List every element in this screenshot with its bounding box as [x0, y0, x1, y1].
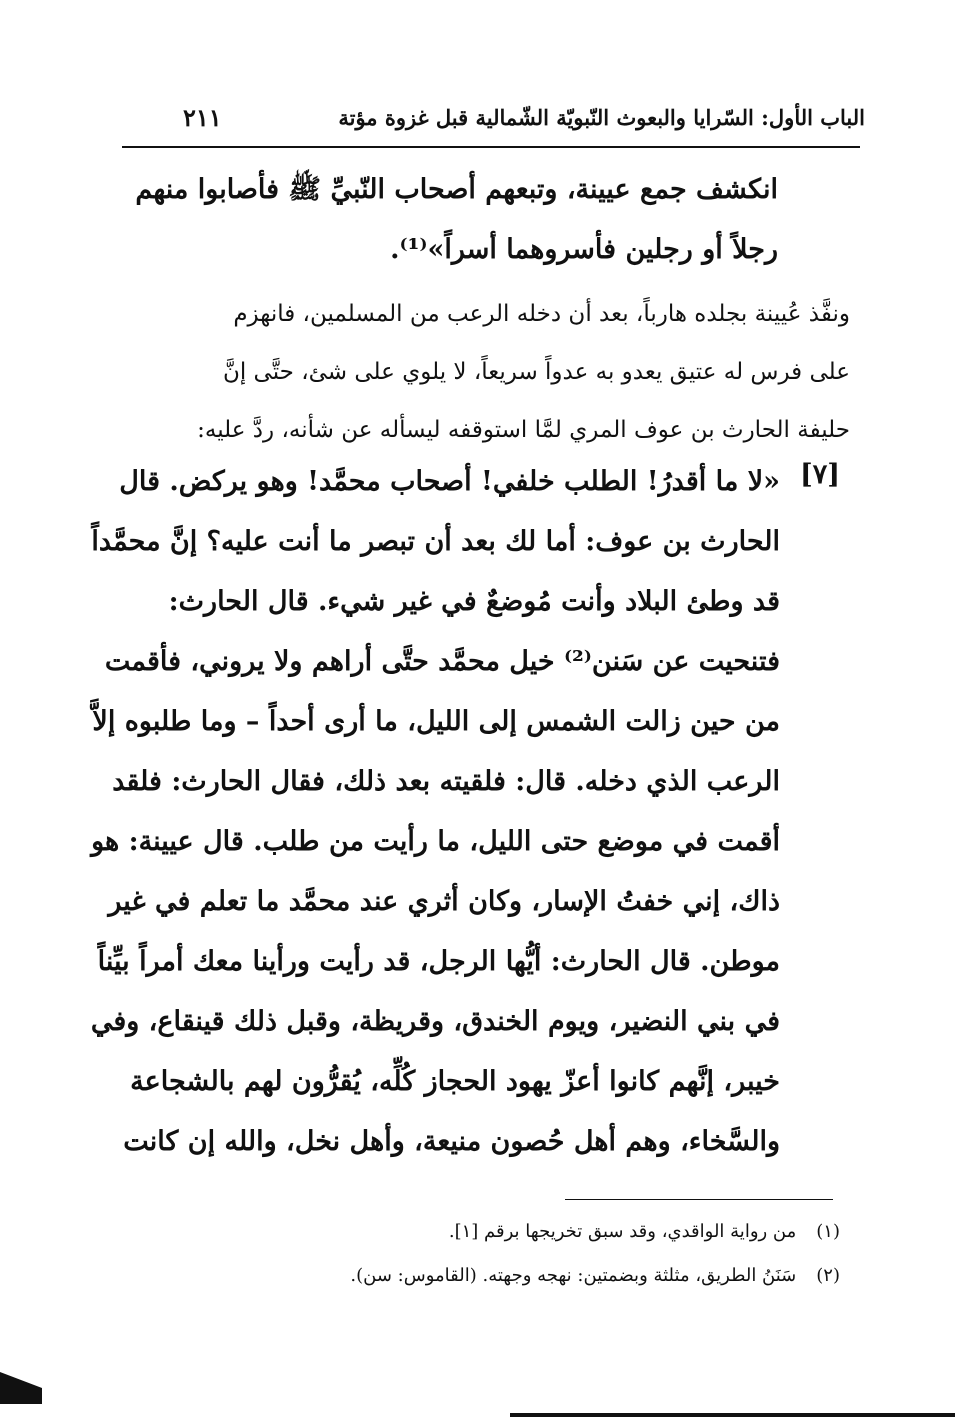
quote-line: في بني النضير، ويوم الخندق، وقريظة، وقبل ذلك قينقاع، وفي [90, 1006, 780, 1037]
quote-line: من حين زالت الشمس إلى الليل، ما أرى أحداً – وما طلبوه إلاَّ [92, 706, 780, 737]
text-line: انكشف جمع عيينة، وتبعهم أصحاب النّبيِّ ﷺ فأصابوا منهم [135, 174, 778, 205]
running-title: الباب الأول: السّرايا والبعوث النّبويّة الشّمالية قبل غزوة مؤتة [338, 104, 865, 130]
page-corner-mark [0, 1372, 42, 1404]
quote-line: ذاك، إني خفتُ الإسار، وكان أثري عند محمَّد ما تعلم في غير [108, 886, 780, 917]
quote-paragraph [90, 452, 780, 1172]
quote-line: الرعب الذي دخله. قال: فلقيته بعد ذلك، فقال الحارث: فلقد [112, 766, 780, 797]
quote-line: والسَّخاء، وهم أهل حُصون منيعة، وأهل نخل، والله إن كانت [123, 1126, 780, 1157]
quote-line: قد وطئ البلاد وأنت مُوضعٌ في غير شيء. قال الحارث: [168, 586, 780, 617]
footnote-rule [565, 1199, 833, 1200]
text-line: على فرس له عتيق يعدو به عدواً سريعاً، لا يلوي على شئ، حتَّى إنَّ [222, 359, 850, 385]
footnote-text: سَنَنُ الطريق، مثلثة وبضمتين: نهجه وجهته. (القاموس: سن). [350, 1265, 797, 1286]
section-marker: [٧] [800, 459, 841, 490]
footnotes [240, 1210, 840, 1298]
quote-line: «لا ما أقدرُ! الطلب خلفي! أصحاب محمَّد! وهو يركض. قال [119, 466, 780, 497]
page-number: ٢١١ [183, 102, 222, 132]
header-rule [122, 146, 860, 148]
footnote-2 [240, 1254, 840, 1298]
quote-line: موطن. قال الحارث: أيُّها الرجل، قد رأيت ورأينا معك أمراً بيِّناً [97, 946, 780, 977]
quote-line: خيبر، إنَّهم كانوا أعزّ يهود الحجاز كُلِّه، يُقرُّون لهم بالشجاعة [130, 1066, 780, 1097]
text-line: ونفَّذ عُيينة بجلده هارباً، بعد أن دخله الرعب من المسلمين، فانهزم [233, 301, 850, 327]
paragraph-1 [118, 160, 778, 280]
quote-line: فتنحيت عن سَنن⁽²⁾ خيل محمَّد حتَّى أراهم ولا يروني، فأقمت [104, 646, 780, 677]
footnote-number: (٢) [816, 1265, 840, 1286]
bottom-edge-rule [510, 1413, 955, 1417]
footnote-1 [240, 1210, 840, 1254]
quote-line: الحارث بن عوف: أما لك بعد أن تبصر ما أنت عليه؟ إنَّ محمَّداً [91, 526, 780, 557]
footnote-number: (١) [816, 1221, 840, 1242]
quote-line: أقمت في موضع حتى الليل، ما رأيت من طلب. قال عيينة: هو [91, 826, 780, 857]
text-line: رجلاً أو رجلين فأسروهما أسراً»⁽¹⁾. [390, 234, 778, 265]
paragraph-2 [110, 285, 850, 459]
text-line: حليفة الحارث بن عوف المري لمَّا استوقفه ليسأله عن شأنه، ردَّ عليه: [197, 417, 850, 443]
running-header [125, 92, 865, 142]
footnote-text: من رواية الواقدي، وقد سبق تخريجها برقم [١]. [448, 1221, 797, 1242]
